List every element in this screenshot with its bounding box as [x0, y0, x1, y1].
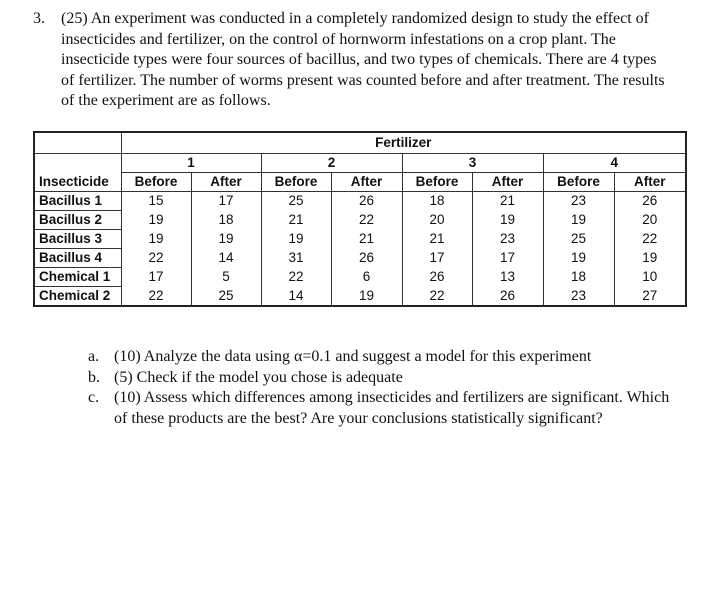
after-header: After — [472, 173, 543, 192]
cell-value: 21 — [402, 230, 472, 249]
question-a — [88, 347, 678, 368]
before-header: Before — [261, 173, 331, 192]
cell-value: 17 — [191, 192, 261, 211]
cell-value: 21 — [472, 192, 543, 211]
insecticide-label: Bacillus 1 — [34, 192, 121, 211]
cell-value: 19 — [543, 249, 614, 268]
insecticide-label: Chemical 1 — [34, 268, 121, 287]
insecticide-label: Bacillus 3 — [34, 230, 121, 249]
cell-value: 22 — [402, 287, 472, 307]
cell-value: 25 — [191, 287, 261, 307]
fertilizer-level-4: 4 — [543, 154, 686, 173]
insecticide-header: Insecticide — [34, 173, 121, 192]
fertilizer-level-1: 1 — [121, 154, 261, 173]
question-text: (5) Check if the model you chose is adequate — [114, 368, 403, 386]
blank-cell — [34, 154, 121, 173]
table-row — [34, 230, 686, 249]
cell-value: 22 — [121, 249, 191, 268]
cell-value: 17 — [472, 249, 543, 268]
problem-text: (25) An experiment was conducted in a completely randomized design to study the effect of insecticides and fertilizer, on the control of hornworm infestations on a crop plant. The insecticide types were four sources of bacillus, and two types of chemicals. There are 4 types of fertilizer. The number of worms present was counted before and after treatment. The results of the experiment are as follows. — [61, 10, 665, 109]
cell-value: 21 — [331, 230, 402, 249]
cell-value: 19 — [543, 211, 614, 230]
cell-value: 26 — [331, 192, 402, 211]
cell-value: 19 — [121, 230, 191, 249]
table-row — [34, 287, 686, 307]
cell-value: 26 — [331, 249, 402, 268]
cell-value: 18 — [191, 211, 261, 230]
cell-value: 17 — [402, 249, 472, 268]
question-c — [88, 388, 678, 429]
cell-value: 22 — [614, 230, 686, 249]
fertilizer-header: Fertilizer — [121, 132, 686, 154]
cell-value: 21 — [261, 211, 331, 230]
before-header: Before — [402, 173, 472, 192]
cell-value: 23 — [472, 230, 543, 249]
cell-value: 10 — [614, 268, 686, 287]
question-list — [88, 347, 678, 429]
cell-value: 25 — [261, 192, 331, 211]
table-row — [34, 211, 686, 230]
fertilizer-level-3: 3 — [402, 154, 543, 173]
question-text: (10) Assess which differences among insecticides and fertilizers are significant. Which of these products are the best? Are your conclusions statistically significant? — [114, 389, 670, 427]
cell-value: 26 — [472, 287, 543, 307]
problem-statement — [33, 9, 673, 112]
table-corner-cell — [34, 132, 121, 154]
cell-value: 26 — [402, 268, 472, 287]
cell-value: 19 — [191, 230, 261, 249]
cell-value: 26 — [614, 192, 686, 211]
cell-value: 23 — [543, 287, 614, 307]
cell-value: 19 — [121, 211, 191, 230]
cell-value: 25 — [543, 230, 614, 249]
cell-value: 22 — [331, 211, 402, 230]
cell-value: 17 — [121, 268, 191, 287]
table-row — [34, 249, 686, 268]
cell-value: 14 — [261, 287, 331, 307]
table-row — [34, 192, 686, 211]
after-header: After — [191, 173, 261, 192]
after-header: After — [614, 173, 686, 192]
cell-value: 20 — [402, 211, 472, 230]
cell-value: 18 — [402, 192, 472, 211]
data-table — [33, 131, 687, 307]
question-text: (10) Analyze the data using α=0.1 and suggest a model for this experiment — [114, 348, 592, 365]
cell-value: 19 — [261, 230, 331, 249]
fertilizer-level-2: 2 — [261, 154, 402, 173]
before-header: Before — [121, 173, 191, 192]
cell-value: 18 — [543, 268, 614, 287]
cell-value: 27 — [614, 287, 686, 307]
cell-value: 31 — [261, 249, 331, 268]
cell-value: 14 — [191, 249, 261, 268]
table-row — [34, 268, 686, 287]
cell-value: 19 — [331, 287, 402, 307]
cell-value: 19 — [614, 249, 686, 268]
cell-value: 22 — [261, 268, 331, 287]
insecticide-label: Chemical 2 — [34, 287, 121, 307]
cell-value: 13 — [472, 268, 543, 287]
cell-value: 19 — [472, 211, 543, 230]
question-letter: b. — [88, 368, 100, 386]
problem-number: 3. — [33, 10, 45, 27]
insecticide-label: Bacillus 4 — [34, 249, 121, 268]
cell-value: 20 — [614, 211, 686, 230]
cell-value: 5 — [191, 268, 261, 287]
cell-value: 15 — [121, 192, 191, 211]
question-b — [88, 368, 678, 389]
after-header: After — [331, 173, 402, 192]
before-header: Before — [543, 173, 614, 192]
question-letter: a. — [88, 348, 100, 365]
cell-value: 22 — [121, 287, 191, 307]
cell-value: 23 — [543, 192, 614, 211]
cell-value: 6 — [331, 268, 402, 287]
insecticide-label: Bacillus 2 — [34, 211, 121, 230]
question-letter: c. — [88, 389, 100, 406]
